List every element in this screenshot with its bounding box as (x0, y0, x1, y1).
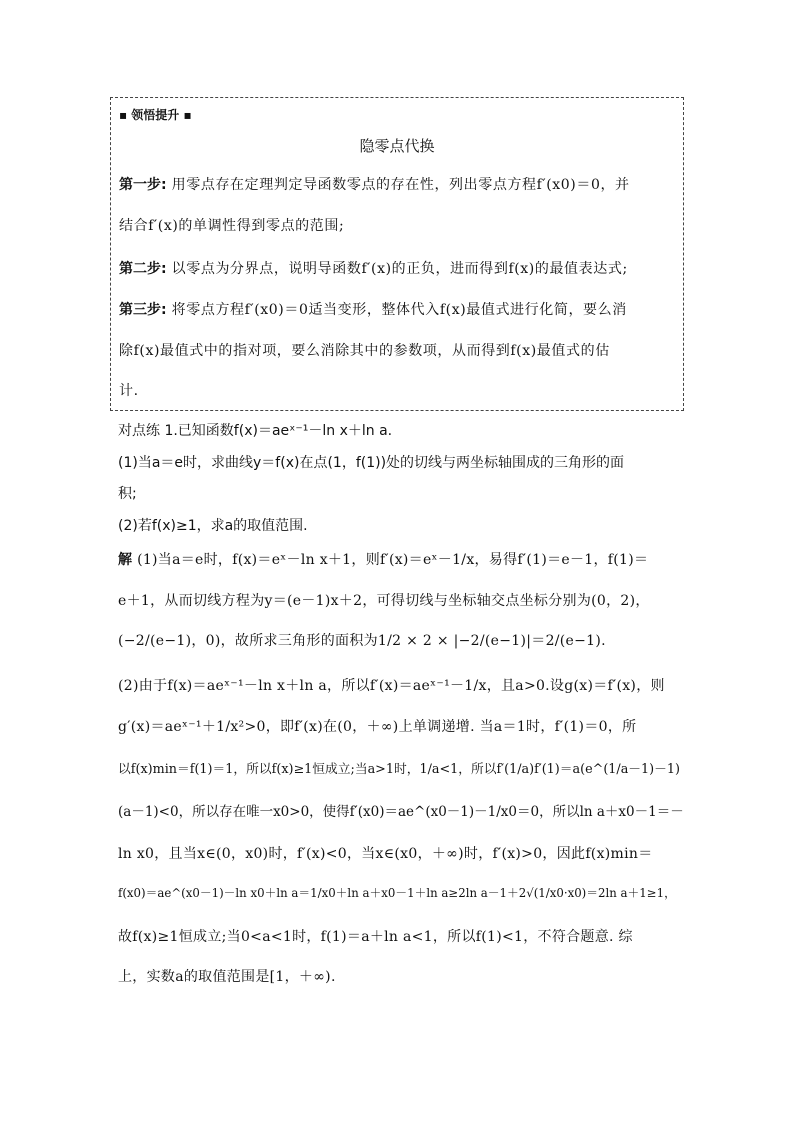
solution-line: e＋1，从而切线方程为y＝(e－1)x＋2，可得切线与坐标轴交点坐标分别为(0，2)， (118, 593, 650, 609)
insight-line (119, 380, 675, 400)
step-text: 以零点为分界点，说明导函数f′(x)的正负，进而得到f(x)的最值表达式; (166, 261, 628, 277)
solution-line: 以f(x)min＝f(1)＝1，所以f(x)≥1恒成立;当a>1时，1/a<1，所以f′(1/a)f′(1)＝a(e^(1/a－1)－1) (118, 762, 680, 777)
solution-line: 故f(x)≥1恒成立;当0<a<1时，f(1)＝a＋ln a<1，所以f(1)<1，不符合题意. 综 (118, 929, 633, 945)
step-head: 第一步: (119, 177, 167, 193)
step-head: 第三步: (119, 302, 167, 318)
step-text: 用零点存在定理判定导函数零点的存在性，列出零点方程f′(x0)＝0，并 (166, 177, 630, 193)
problem-intro: 对点练 1.已知函数f(x)＝aeˣ⁻¹－ln x＋ln a. (118, 423, 393, 439)
solution-line: (a－1)<0，所以存在唯一x0>0，使得f′(x0)＝ae^(x0－1)－1/x0＝0，所以ln a＋x0－1＝－ (118, 804, 684, 820)
insight-line (119, 215, 675, 235)
solution-line: f(x0)＝ae^(x0－1)－ln x0＋ln a＝1/x0＋ln a＋x0－1＋ln a≥2ln a－1＋2√(1/x0·x0)＝2ln a＋1≥1， (118, 886, 676, 900)
solution-line: g′(x)＝aeˣ⁻¹＋1/x²>0，即f′(x)在(0，＋∞)上单调递增. 当a＝1时，f′(1)＝0，所 (118, 719, 637, 735)
insight-tag: ▪ 领悟提升 ▪ (119, 108, 192, 122)
problem-part1: (1)当a＝e时，求曲线y＝f(x)在点(1，f(1))处的切线与两坐标轴围成的三角形的面 (118, 455, 625, 471)
solution-label: 解 (118, 552, 133, 568)
insight-line (119, 299, 675, 319)
insight-title: 隐零点代换 (359, 137, 435, 155)
step-head: 第二步: (119, 261, 167, 277)
problem-part2: (2)若f(x)≥1，求a的取值范围. (118, 518, 308, 534)
step-text: 将零点方程f′(x0)＝0适当变形，整体代入f(x)最值式进行化简，要么消 (166, 302, 627, 318)
solution-line: 上，实数a的取值范围是[1，＋∞). (118, 969, 336, 985)
problem-part1-cont: 积; (118, 486, 137, 502)
solution-line: ln x0，且当x∈(0，x0)时，f′(x)<0，当x∈(x0，＋∞)时，f′(x)>0，因此f(x)min＝ (118, 846, 653, 862)
step-text: 结合f′(x)的单调性得到零点的范围; (119, 218, 345, 234)
insight-box (110, 97, 684, 411)
solution-line: (2)由于f(x)＝aeˣ⁻¹－ln x＋ln a，所以f′(x)＝aeˣ⁻¹－1/x，且a>0.设g(x)＝f′(x)，则 (118, 678, 665, 694)
insight-line (119, 174, 675, 194)
step-text: 计. (119, 383, 139, 399)
step-text: 除f(x)最值式中的指对项，要么消除其中的参数项，从而得到f(x)最值式的估 (119, 343, 610, 359)
solution-text: (1)当a＝e时，f(x)＝eˣ－ln x＋1，则f′(x)＝eˣ－1/x，易得f′(1)＝e－1，f(1)＝ (132, 552, 649, 568)
solution-line: (−2/(e−1)，0)，故所求三角形的面积为1/2 × 2 × |−2/(e−1)|＝2/(e−1). (118, 633, 606, 649)
insight-line (119, 340, 675, 360)
solution-line (118, 549, 686, 569)
insight-line (119, 258, 675, 278)
